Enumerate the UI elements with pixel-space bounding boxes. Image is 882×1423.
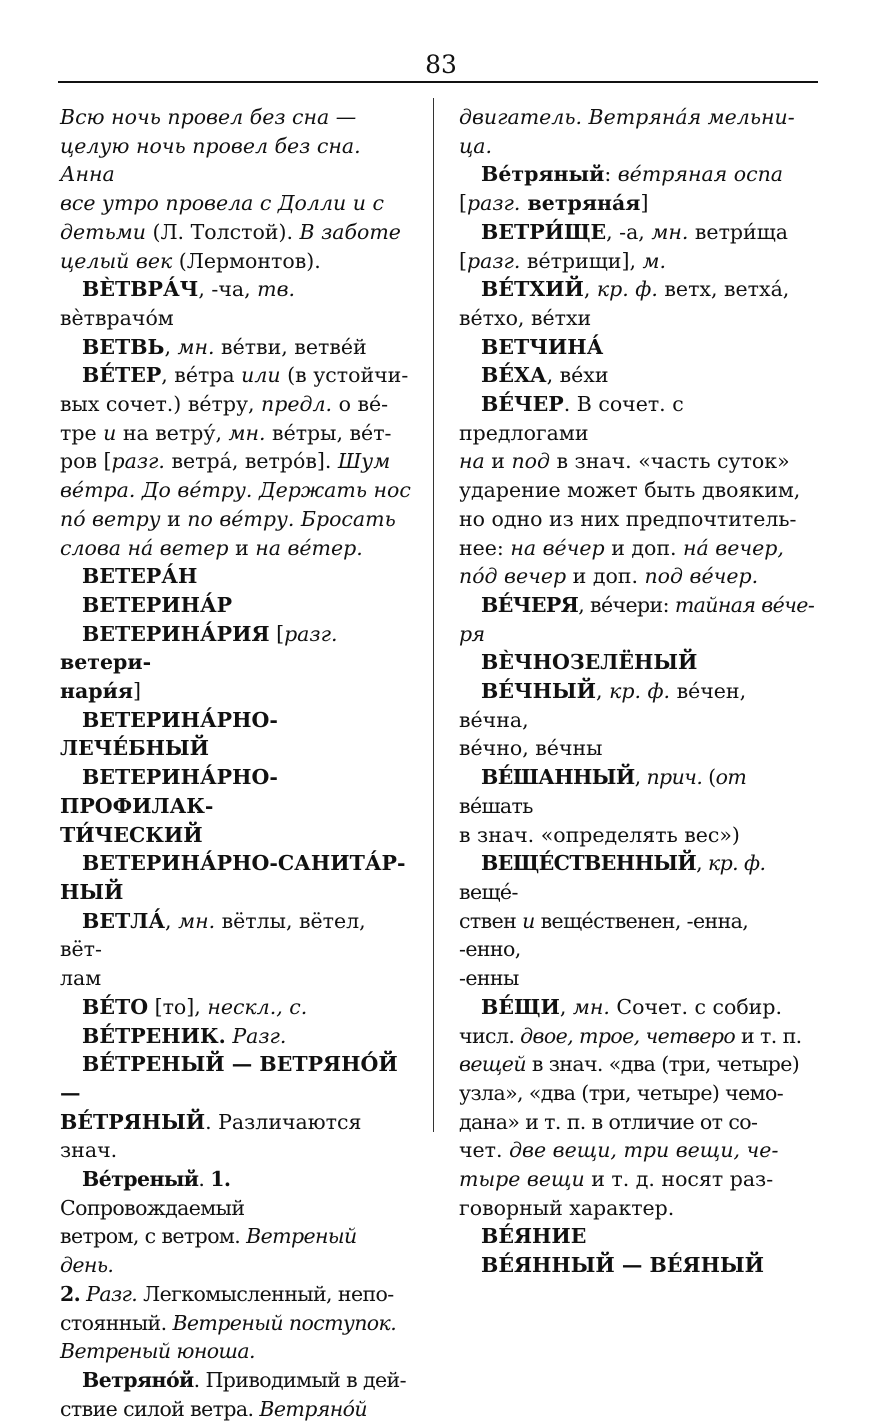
dictionary-entry: [60, 1022, 412, 1051]
entry-text: ,: [165, 908, 179, 933]
entry-text: все утро провела с Долли и с: [60, 191, 384, 216]
dictionary-entry: [60, 907, 412, 993]
dictionary-entry: [60, 591, 412, 620]
headword-text: ВЕТЕРИНА́РНО-ПРОФИЛАК-: [60, 765, 278, 818]
dictionary-entry: [60, 275, 412, 332]
dictionary-entry: [60, 849, 412, 906]
headword-text: ВЕ́ХА: [481, 363, 547, 388]
headword-text: ВЕТЕРИНА́Р: [82, 592, 233, 617]
entry-text: мн.: [651, 219, 689, 244]
entry-text: или: [241, 363, 281, 388]
entry-text: -енны: [459, 966, 519, 991]
entry-text: ,: [583, 277, 597, 302]
dictionary-entry: [60, 562, 412, 591]
header-rule: [58, 81, 818, 83]
entry-text: и: [522, 908, 535, 933]
entry-text: ве́шать: [459, 793, 533, 818]
headword-text: ВЕ́ТРЕНЫЙ — ВЕТРЯНО́Й —: [60, 1052, 398, 1105]
dictionary-entry: [60, 103, 412, 275]
entry-text: целый век: [60, 248, 173, 273]
entry-text: (Л. Толстой).: [145, 219, 300, 244]
dictionary-entry: [459, 361, 815, 390]
entry-text: разг.: [467, 191, 521, 216]
headword-text: Ветряно́й: [82, 1367, 194, 1392]
entry-text: нескл., с.: [207, 994, 308, 1019]
entry-text: числ.: [459, 1023, 521, 1048]
entry-text: :: [604, 162, 618, 187]
entry-text: ве́чно, ве́чны: [459, 736, 603, 761]
entry-text: ве́тхо, ве́тхи: [459, 305, 592, 330]
entry-text: и т. д. носят раз-: [584, 1167, 774, 1192]
entry-text: ствие силой ветра.: [60, 1396, 260, 1421]
entry-text: но одно из них предпочтитель-: [459, 506, 797, 531]
entry-text: ударение может быть двояким,: [459, 478, 801, 503]
entry-text: , ве́чери:: [578, 592, 675, 617]
dictionary-entry: [459, 849, 815, 993]
entry-text: и: [228, 535, 256, 560]
entry-text: ]: [640, 191, 649, 216]
entry-text: Ветреный день.: [60, 1224, 357, 1278]
entry-text: ря: [459, 621, 485, 646]
headword-text: ВЕ́ТО: [82, 994, 149, 1019]
entry-text: тре: [60, 420, 104, 445]
entry-text: ,: [634, 765, 647, 790]
entry-text: прич.: [646, 765, 703, 790]
entry-text: ветра́, ветро́в].: [164, 449, 338, 474]
entry-text: ,: [164, 334, 178, 359]
entry-text: от: [715, 765, 747, 790]
entry-text: о ве́-: [332, 392, 389, 417]
headword-text: ВЀТВРА́Ч: [82, 277, 199, 302]
entry-text: нее:: [459, 535, 511, 560]
headword-text: ВЕТЕРА́Н: [82, 564, 198, 589]
dictionary-entry: [459, 275, 815, 332]
entry-text: Сочет. с собир.: [609, 994, 782, 1019]
entry-text: . Приводимый в дей-: [193, 1367, 406, 1392]
headword-text: ВЕ́ЧЕР: [481, 392, 564, 417]
entry-text: Сопровождаемый: [60, 1195, 245, 1220]
dictionary-entry: [60, 333, 412, 362]
entry-text: ве́тры, ве́т-: [265, 420, 392, 445]
headword-text: ВЕЩЕ́СТВЕННЫЙ: [481, 851, 697, 876]
entry-text: вѐтврачо́м: [60, 305, 174, 330]
entry-text: веще́ственен, -енна, -енно,: [459, 908, 749, 962]
entry-text: двигатель. Ветряна́я мельни-: [459, 105, 795, 129]
entry-text: ветри́ща: [688, 219, 788, 244]
entry-text: В заботе: [299, 219, 401, 244]
entry-text: , ве́тра: [161, 363, 242, 388]
dictionary-entry: [459, 648, 815, 677]
entry-text: по́ ветру: [60, 506, 161, 531]
entry-text: и: [160, 506, 188, 531]
entry-text: под ве́чер.: [644, 564, 759, 589]
entry-text: . В сочет. с предлогами: [459, 392, 684, 445]
dictionary-entry: [459, 160, 815, 217]
headword-text: Ве́треный: [82, 1167, 199, 1192]
dictionary-entry: [459, 677, 815, 763]
dictionary-entry: [459, 103, 815, 160]
entry-text: ветх, ветха́,: [657, 277, 790, 302]
entry-text: и доп.: [604, 535, 684, 560]
entry-text: Ветреный юноша.: [60, 1339, 255, 1364]
entry-text: кр. ф.: [609, 679, 671, 704]
entry-text: двое, трое, четверо: [520, 1023, 736, 1048]
entry-text: мн.: [178, 908, 216, 933]
entry-text: [: [269, 621, 285, 646]
entry-text: чет.: [459, 1138, 510, 1163]
entry-text: мн.: [177, 334, 215, 359]
headword-text: ВЕ́ШАННЫЙ: [481, 765, 635, 790]
column-divider: [433, 98, 434, 1132]
entry-text: стоянный.: [60, 1310, 173, 1335]
entry-text: (в устойчи-: [280, 363, 409, 388]
entry-text: (Лермонтов).: [172, 248, 321, 273]
entry-text: на ве́тер.: [255, 535, 363, 560]
entry-text: ствен: [459, 908, 523, 933]
entry-text: . Различаются знач.: [60, 1109, 362, 1163]
entry-text: вещей: [459, 1052, 526, 1077]
headword-text: ВЕ́ЧЕРЯ: [481, 592, 579, 617]
entry-text: тыре вещи: [459, 1167, 585, 1192]
dictionary-entry: [459, 591, 815, 648]
entry-text: детьми: [60, 219, 146, 244]
entry-text: Всю ночь провел без сна —: [60, 105, 357, 129]
headword-text: ВЕТЧИНА́: [481, 334, 604, 359]
entry-text: .: [198, 1167, 211, 1192]
entry-text: вётлы, вётел, вёт-: [60, 908, 366, 962]
entry-text: кр. ф.: [708, 851, 766, 876]
headword-text: ВЕТЕРИНА́РНО-САНИТА́Р-: [82, 851, 406, 876]
entry-text: разг.: [284, 621, 338, 646]
headword-text: ВЀЧНОЗЕЛЁНЫЙ: [481, 650, 698, 675]
entry-text: , -ча,: [198, 277, 258, 302]
entry-text: ве́чен, ве́чна,: [459, 679, 747, 732]
entry-text: ветром, с ветром.: [60, 1224, 247, 1249]
dictionary-entry: [60, 1165, 412, 1366]
dictionary-entry: [459, 333, 815, 362]
entry-text: на́ вечер,: [683, 535, 784, 560]
headword-text: ТИ́ЧЕСКИЙ: [60, 822, 203, 847]
right-column: [459, 103, 815, 1280]
entry-text: узла», «два (три, четыре) чемо-: [459, 1080, 784, 1105]
dictionary-entry: [459, 1222, 815, 1251]
entry-text: мн.: [228, 420, 266, 445]
dictionary-entry: [60, 993, 412, 1022]
headword-text: ВЕ́ЩИ: [481, 994, 560, 1019]
headword-text: ВЕ́ЯННЫЙ — ВЕ́ЯНЫЙ: [481, 1253, 764, 1278]
dictionary-entry: [60, 763, 412, 849]
headword-text: ВЕ́ТРЯНЫЙ: [60, 1109, 206, 1134]
entry-text: и: [484, 449, 512, 474]
entry-text: две вещи, три вещи, че-: [509, 1138, 779, 1163]
entry-text: говорный характер.: [459, 1195, 675, 1220]
entry-text: Шум: [337, 449, 391, 474]
headword-text: НЫЙ: [60, 879, 124, 904]
entry-text: ,: [559, 994, 573, 1019]
dictionary-entry: [459, 993, 815, 1223]
dictionary-entry: [60, 706, 412, 763]
entry-text: ве́тви, ветве́й: [214, 334, 367, 359]
entry-text: ров [: [60, 449, 112, 474]
headword-text: ВЕТРИ́ЩЕ: [481, 219, 607, 244]
headword-text: ВЕТЕРИНА́РИЯ: [82, 621, 270, 646]
headword-text: 1.: [210, 1167, 231, 1192]
entry-text: мн.: [572, 994, 610, 1019]
headword-text: ВЕ́ЧНЫЙ: [481, 679, 597, 704]
entry-text: Разг.: [232, 1023, 287, 1048]
entry-text: вых сочет.) ве́тру,: [60, 392, 262, 417]
entry-text: разг.: [111, 449, 165, 474]
entry-text: под: [511, 449, 550, 474]
headword-text: ВЕ́ТЕР: [82, 363, 162, 388]
dictionary-entry: [60, 1366, 412, 1423]
entry-text: ,: [696, 851, 708, 876]
entry-text: целую ночь провел без сна. Анна: [60, 133, 361, 187]
dictionary-entry: [459, 763, 815, 849]
headword-text: ВЕ́ТРЕНИК.: [82, 1023, 226, 1048]
headword-text: ВЕТВЬ: [82, 334, 165, 359]
headword-text: ВЕТЛА́: [82, 908, 166, 933]
entry-text: [: [459, 248, 467, 273]
page-number: 83: [425, 50, 457, 79]
entry-text: ]: [132, 679, 141, 704]
entry-text: , -а,: [606, 219, 652, 244]
entry-text: по ве́тру. Бросать: [187, 506, 396, 531]
entry-text: ве́тряная оспа: [617, 162, 784, 187]
entry-text: и т. п.: [735, 1023, 802, 1048]
entry-text: в знач. «часть суток»: [549, 449, 790, 474]
left-column: [60, 103, 412, 1423]
entry-text: ,: [596, 679, 610, 704]
dictionary-entry: [459, 1251, 815, 1280]
entry-text: на: [459, 449, 485, 474]
entry-text: на ве́чер: [510, 535, 605, 560]
dictionary-entry: [60, 361, 412, 562]
dictionary-entry: [60, 1050, 412, 1165]
entry-text: ца.: [459, 133, 493, 158]
entry-text: разг.: [467, 248, 521, 273]
headword-text: ВЕ́ЯНИЕ: [481, 1224, 587, 1249]
dictionary-entry: [60, 620, 412, 706]
headword-text: ветряна́я: [520, 191, 641, 216]
entry-text: (: [702, 765, 716, 790]
entry-text: [: [459, 191, 467, 216]
entry-text: лам: [60, 966, 102, 991]
entry-text: тайная ве́че-: [674, 592, 815, 617]
entry-text: и: [103, 420, 117, 445]
entry-text: тв.: [257, 277, 296, 302]
entry-text: на ветру́,: [116, 420, 229, 445]
entry-text: ве́трищи],: [520, 248, 643, 273]
entry-text: предл.: [261, 392, 333, 417]
entry-text: Ветреный поступок.: [172, 1310, 397, 1335]
entry-text: Ветряно́й: [259, 1396, 367, 1421]
headword-text: ВЕТЕРИНА́РНО-ЛЕЧЕ́БНЫЙ: [60, 707, 278, 761]
entry-text: и доп.: [566, 564, 645, 589]
dictionary-entry: [459, 218, 815, 275]
entry-text: Разг.: [86, 1281, 138, 1306]
headword-text: нари́я: [60, 679, 133, 704]
entry-text: дана» и т. п. в отличие от со-: [459, 1109, 758, 1134]
dictionary-entry: [459, 390, 815, 591]
entry-text: м.: [642, 248, 666, 273]
entry-text: , ве́хи: [546, 363, 609, 388]
headword-text: 2.: [60, 1281, 81, 1306]
entry-text: слова на́ ветер: [60, 535, 229, 560]
entry-text: в знач. «определять вес»): [459, 822, 740, 847]
headword-text: ветери-: [60, 650, 152, 675]
entry-text: по́д вечер: [459, 564, 567, 589]
entry-text: Легкомысленный, непо-: [137, 1281, 394, 1306]
entry-text: кр. ф.: [596, 277, 658, 302]
entry-text: [то],: [148, 994, 208, 1019]
headword-text: Ве́тряный: [481, 162, 605, 187]
entry-text: ве́тра. До ве́тру. Держать нос: [60, 478, 411, 503]
headword-text: ВЕ́ТХИЙ: [481, 277, 584, 302]
entry-text: веще́-: [459, 879, 518, 904]
entry-text: в знач. «два (три, четыре): [525, 1052, 800, 1077]
